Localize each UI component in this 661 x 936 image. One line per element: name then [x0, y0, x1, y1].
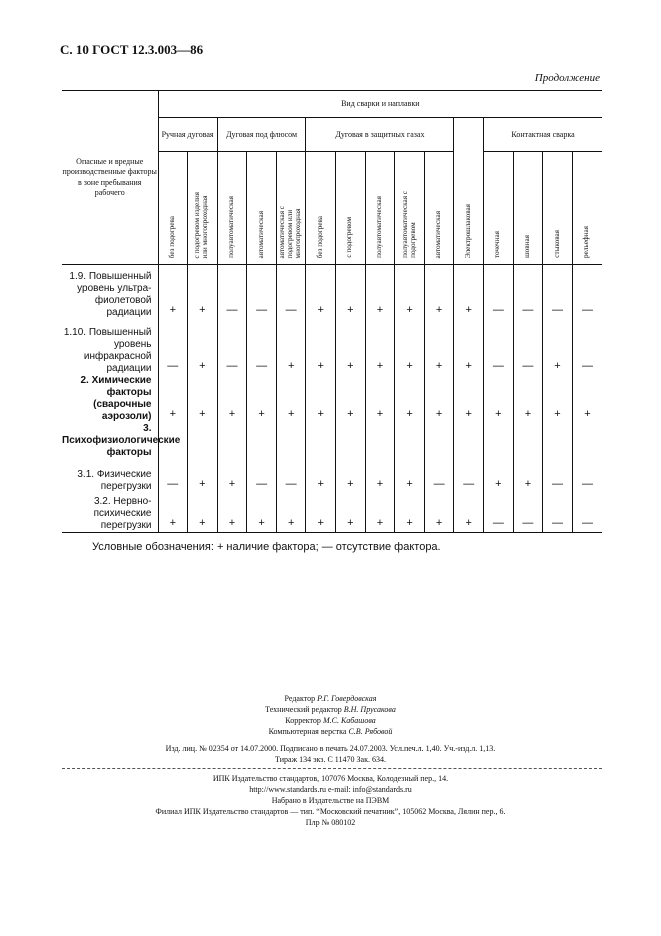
factor-value: + — [365, 459, 395, 493]
table-row — [62, 459, 602, 493]
factor-value: + — [336, 493, 366, 533]
factor-value: — — [513, 493, 543, 533]
factor-value: + — [424, 493, 454, 533]
factor-value: + — [336, 319, 366, 375]
factor-value: — — [247, 459, 277, 493]
factor-value: + — [276, 493, 306, 533]
factor-value: — — [543, 493, 573, 533]
factor-value: — — [158, 459, 188, 493]
group-header: Дуговая в защитных газах — [306, 118, 454, 152]
column-header: рельефная — [582, 226, 591, 258]
factor-label: 1.9. Повышенный уровень ультра-фиолетовой радиации — [69, 270, 152, 318]
publisher-line-3: Набрано в Издательстве на ПЭВМ — [271, 796, 390, 805]
imprint-editor — [0, 694, 661, 704]
factor-label: 3.1. Физические перегрузки — [77, 468, 152, 492]
factor-value: — — [276, 459, 306, 493]
factor-value: + — [424, 375, 454, 423]
column-header: полуавтоматическая с подогревом — [400, 191, 417, 258]
factor-value: — — [276, 265, 306, 319]
factor-value: — — [484, 319, 514, 375]
column-header: Электрошлаковая — [463, 203, 472, 258]
factor-value: + — [365, 319, 395, 375]
factor-value: + — [276, 375, 306, 423]
factor-value: + — [276, 319, 306, 375]
continuation-label: Продолжение — [534, 72, 600, 84]
factor-value: + — [395, 265, 425, 319]
publisher-line-5: Плр № 080102 — [305, 818, 356, 827]
factor-value — [395, 423, 425, 459]
factor-value: + — [454, 319, 484, 375]
factor-value: + — [217, 493, 247, 533]
factor-value: + — [188, 459, 218, 493]
factor-label: 2. Химические факторы (сварочные аэрозоли) — [80, 374, 152, 422]
group-header — [454, 118, 484, 265]
factor-value: + — [572, 375, 602, 423]
table-row — [62, 375, 602, 423]
factor-value: + — [454, 375, 484, 423]
column-header: полуавтоматическая — [227, 196, 236, 258]
column-header: стыковая — [552, 230, 561, 258]
factor-value: + — [424, 265, 454, 319]
factor-value: + — [188, 375, 218, 423]
factor-value: + — [217, 375, 247, 423]
factor-value: + — [306, 493, 336, 533]
group-header: Контактная сварка — [484, 118, 603, 152]
table-row — [62, 319, 602, 375]
factor-value: — — [217, 265, 247, 319]
factor-value: — — [484, 493, 514, 533]
factor-value: — — [572, 459, 602, 493]
factor-value — [513, 423, 543, 459]
table-row — [62, 265, 602, 319]
factor-value: + — [306, 375, 336, 423]
factor-value — [454, 423, 484, 459]
editor-name: Р.Г. Говердовская — [317, 694, 377, 703]
column-header: точечная — [493, 230, 502, 258]
factor-value: — — [543, 265, 573, 319]
factor-label: 3.2. Нервно-психические перегрузки — [62, 493, 158, 533]
factor-value: + — [395, 375, 425, 423]
factor-value — [572, 423, 602, 459]
factor-value: — — [454, 459, 484, 493]
factor-value — [336, 423, 366, 459]
publisher-line-4: Филиал ИПК Издательство стандартов — тип. “Московский печатник”, 105062 Москва, Лялин пер., 6. — [155, 807, 506, 816]
publisher-line-2: http://www.standards.ru e-mail: info@standards.ru — [249, 785, 412, 794]
factor-value: + — [395, 459, 425, 493]
layout-name: С.В. Рябовой — [348, 727, 393, 736]
editor-role: Редактор — [284, 694, 316, 703]
factor-value: + — [513, 459, 543, 493]
factor-value: — — [484, 265, 514, 319]
factor-value: — — [424, 459, 454, 493]
factor-value: — — [572, 493, 602, 533]
factor-value: + — [158, 493, 188, 533]
column-header: полуавтоматическая — [374, 196, 383, 258]
factor-value — [424, 423, 454, 459]
corrector-role: Корректор — [285, 716, 321, 725]
factor-value: + — [365, 493, 395, 533]
factor-value: + — [424, 319, 454, 375]
column-header: автоматическая — [256, 210, 265, 258]
factor-value: + — [336, 375, 366, 423]
factor-value — [217, 423, 247, 459]
page-header: С. 10 ГОСТ 12.3.003—86 — [60, 42, 204, 57]
factor-value: + — [395, 493, 425, 533]
factor-value — [306, 423, 336, 459]
column-header: без подогрева — [167, 215, 176, 258]
factor-value: — — [158, 319, 188, 375]
factor-value: + — [306, 319, 336, 375]
factor-value: + — [306, 265, 336, 319]
factor-value: + — [454, 265, 484, 319]
factors-table — [62, 90, 602, 533]
imprint-tech-editor — [0, 705, 661, 715]
factor-value: + — [454, 493, 484, 533]
factor-value: — — [513, 319, 543, 375]
column-header: автоматическая с подогревом или многопроходная — [278, 205, 303, 258]
tech-editor-role: Технический редактор — [265, 705, 342, 714]
factor-value: — — [513, 265, 543, 319]
factor-value: + — [365, 375, 395, 423]
factor-value: + — [188, 319, 218, 375]
column-header: автоматическая — [434, 210, 443, 258]
group-header: Дуговая под флюсом — [217, 118, 306, 152]
factor-value: + — [158, 265, 188, 319]
factor-value: + — [484, 459, 514, 493]
print-info-2: Тираж 134 экз. С 11470 Зак. 634. — [275, 755, 386, 764]
imprint-layout — [0, 727, 661, 737]
tech-editor-name: В.Н. Прусакова — [343, 705, 396, 714]
factor-value: — — [572, 319, 602, 375]
factor-value: + — [336, 459, 366, 493]
top-header: Вид сварки и наплавки — [158, 91, 602, 118]
table-row — [62, 493, 602, 533]
table-row — [62, 423, 602, 459]
factor-label: 1.10. Повышенный уровень инфракрасной радиации — [63, 326, 152, 374]
factor-value — [188, 423, 218, 459]
factor-value: + — [395, 319, 425, 375]
column-header: без подогрева — [315, 215, 324, 258]
column-header: шовная — [522, 235, 531, 258]
factor-value: + — [188, 265, 218, 319]
factor-value — [484, 423, 514, 459]
group-header: Ручная дуговая — [158, 118, 217, 152]
factor-value — [365, 423, 395, 459]
factor-value: + — [158, 375, 188, 423]
factor-value: + — [543, 319, 573, 375]
factor-value — [276, 423, 306, 459]
factor-value: — — [572, 265, 602, 319]
factor-value — [543, 423, 573, 459]
corrector-name: М.С. Кабашова — [322, 716, 376, 725]
column-header: с подогревом — [345, 217, 354, 258]
factor-value: + — [365, 265, 395, 319]
factor-value: — — [217, 319, 247, 375]
factor-value: + — [247, 375, 277, 423]
factor-column-header: Опасные и вредные производственные факторы в зоне пребывания рабочего — [62, 91, 158, 265]
factor-value: + — [306, 459, 336, 493]
legend: Условные обозначения: + наличие фактора; — отсутствие фактора. — [92, 541, 441, 553]
factor-value: + — [247, 493, 277, 533]
layout-role: Компьютерная верстка — [268, 727, 347, 736]
column-header: с подогревом изделия или многопроходная — [193, 191, 210, 258]
factor-value — [247, 423, 277, 459]
factor-value: — — [247, 319, 277, 375]
factor-value: + — [513, 375, 543, 423]
factor-value: + — [188, 493, 218, 533]
factor-value: — — [247, 265, 277, 319]
factor-value: + — [336, 265, 366, 319]
publisher-line-1: ИПК Издательство стандартов, 107076 Москва, Колодезный пер., 14. — [212, 774, 449, 783]
imprint-corrector — [0, 716, 661, 726]
dashed-divider — [62, 768, 602, 769]
factor-value: + — [484, 375, 514, 423]
factor-value: + — [543, 375, 573, 423]
factor-value: — — [543, 459, 573, 493]
print-info-1: Изд. лиц. № 02354 от 14.07.2000. Подписано в печать 24.07.2003. Усл.печ.л. 1,40. Уч.-изд.л. 1,13. — [165, 744, 496, 753]
factor-label: 3. Психофизиологические факторы — [62, 422, 181, 458]
factor-value: + — [217, 459, 247, 493]
